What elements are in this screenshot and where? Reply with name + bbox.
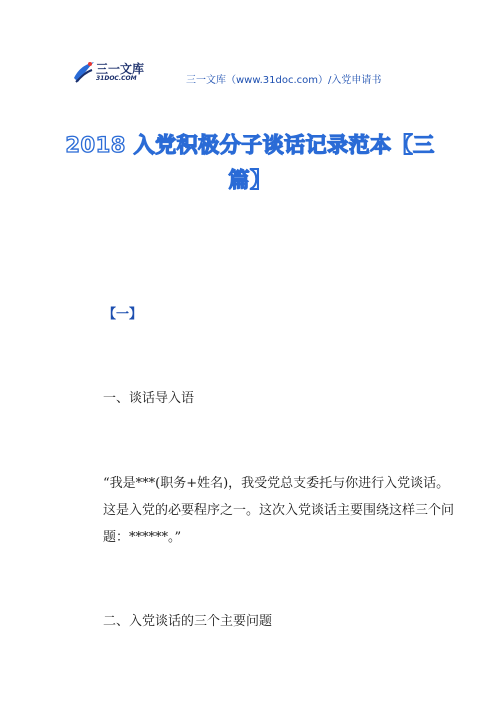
body-paragraph xyxy=(103,470,455,551)
title-line-2: 篇】 xyxy=(228,168,272,192)
logo-subtext: 31DOC.COM xyxy=(96,75,137,82)
logo-swoosh-icon xyxy=(72,58,96,86)
section-heading-2: 二、入党谈话的三个主要问题 xyxy=(103,614,273,629)
paragraph-line: 题：******。” xyxy=(103,530,182,545)
site-logo[interactable] xyxy=(72,58,152,88)
header-link[interactable]: 三一文库（www.31doc.com）/入党申请书 xyxy=(186,75,382,86)
paragraph-line: “我是***(职务+姓名)，我受党总支委托与你进行入党谈话。 xyxy=(103,476,450,491)
section-marker: 【一】 xyxy=(103,307,143,322)
section-heading-1: 一、谈话导入语 xyxy=(103,391,195,406)
paragraph-line: 这是入党的必要程序之一。这次入党谈话主要围绕这样三个问 xyxy=(103,503,455,518)
logo-text: 三一文库 xyxy=(96,62,145,76)
title-line-1: 2018 入党积极分子谈话记录范本【三 xyxy=(65,133,435,157)
document-title xyxy=(40,128,460,198)
